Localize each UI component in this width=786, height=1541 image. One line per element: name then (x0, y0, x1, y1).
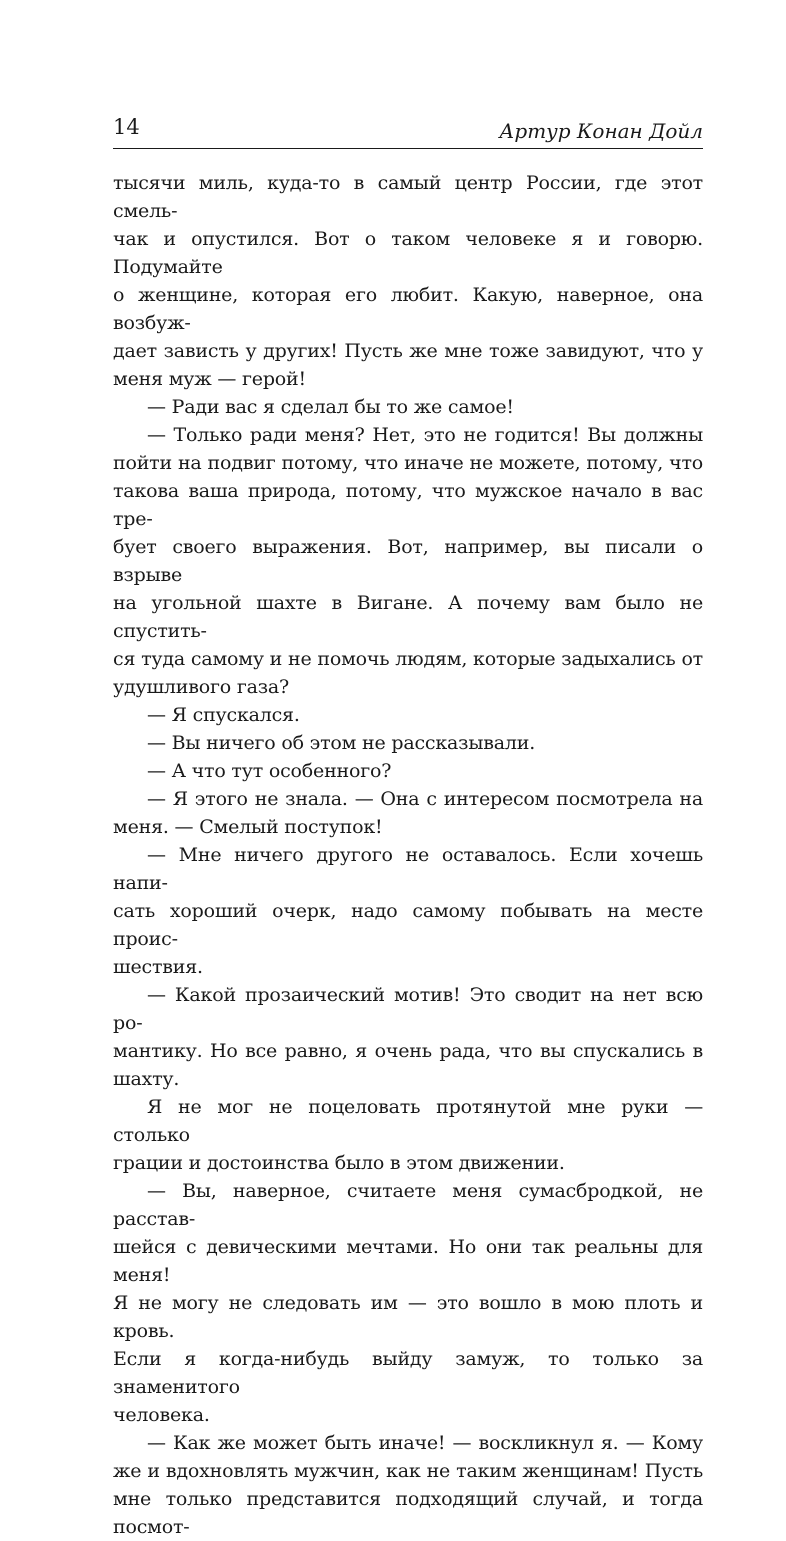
paragraph-line: дает зависть у других! Пусть же мне тоже завидуют, что у (113, 340, 703, 362)
paragraph-line: — Вы ничего об этом не рассказывали. (147, 732, 536, 754)
paragraph-line: пойти на подвиг потому, что иначе не можете, потому, что (113, 452, 703, 474)
running-head-author: Артур Конан Дойл (499, 119, 703, 143)
paragraph-line: меня. — Смелый поступок! (113, 816, 383, 838)
paragraph-line: — Вы, наверное, считаете меня сумасбродкой, не расстав- (113, 1180, 703, 1230)
paragraph-line: — Какой прозаический мотив! Это сводит на нет всю ро- (113, 984, 703, 1034)
paragraph-line: бует своего выражения. Вот, например, вы писали о взрыве (113, 536, 703, 586)
paragraph-line: — Как же может быть иначе! — воскликнул я. — Кому (147, 1432, 703, 1454)
paragraph-line: шахту. (113, 1068, 180, 1090)
paragraph-line: мантику. Но все равно, я очень рада, что вы спускались в (113, 1040, 703, 1062)
paragraph-line: о женщине, которая его любит. Какую, наверное, она возбуж- (113, 284, 703, 334)
paragraph-line: шествия. (113, 956, 203, 978)
paragraph-line: Если я когда-нибудь выйду замуж, то только за знаменитого (113, 1348, 703, 1398)
paragraph-line: Я не могу не следовать им — это вошло в мою плоть и кровь. (113, 1292, 703, 1342)
paragraph-line: сать хороший очерк, надо самому побывать на месте проис- (113, 900, 703, 950)
paragraph-line: на угольной шахте в Вигане. А почему вам было не спустить- (113, 592, 703, 642)
paragraph-line: — Ради вас я сделал бы то же самое! (147, 396, 514, 418)
page-number: 14 (113, 115, 140, 139)
paragraph-line: Я не мог не поцеловать протянутой мне руки — столько (113, 1096, 703, 1146)
paragraph-line: — Мне ничего другого не оставалось. Если хочешь напи- (113, 844, 703, 894)
paragraph-line: чак и опустился. Вот о таком человеке я и говорю. Подумайте (113, 228, 703, 278)
paragraph-line: — Только ради меня? Нет, это не годится! Вы должны (147, 424, 703, 446)
paragraph-line: — А что тут особенного? (147, 760, 392, 782)
paragraph-line: тысячи миль, куда-то в самый центр России, где этот смель- (113, 172, 703, 222)
paragraph-line: мне только представится подходящий случай, и тогда посмот- (113, 1488, 703, 1538)
paragraph-line: удушливого газа? (113, 676, 289, 698)
paragraph-line: шейся с девическими мечтами. Но они так реальны для меня! (113, 1236, 703, 1286)
paragraph-line: ся туда самому и не помочь людям, которые задыхались от (113, 648, 703, 670)
body-text (113, 169, 703, 1541)
paragraph-line: — Я этого не знала. — Она с интересом посмотрела на (147, 788, 703, 810)
paragraph-line: же и вдохновлять мужчин, как не таким женщинам! Пусть (113, 1460, 703, 1482)
paragraph-line: грации и достоинства было в этом движении. (113, 1152, 565, 1174)
paragraph-line: меня муж — герой! (113, 368, 306, 390)
paragraph-line: такова ваша природа, потому, что мужское начало в вас тре- (113, 480, 703, 530)
paragraph-line: — Я спускался. (147, 704, 300, 726)
page-header (113, 112, 703, 149)
paragraph-line: человека. (113, 1404, 210, 1426)
